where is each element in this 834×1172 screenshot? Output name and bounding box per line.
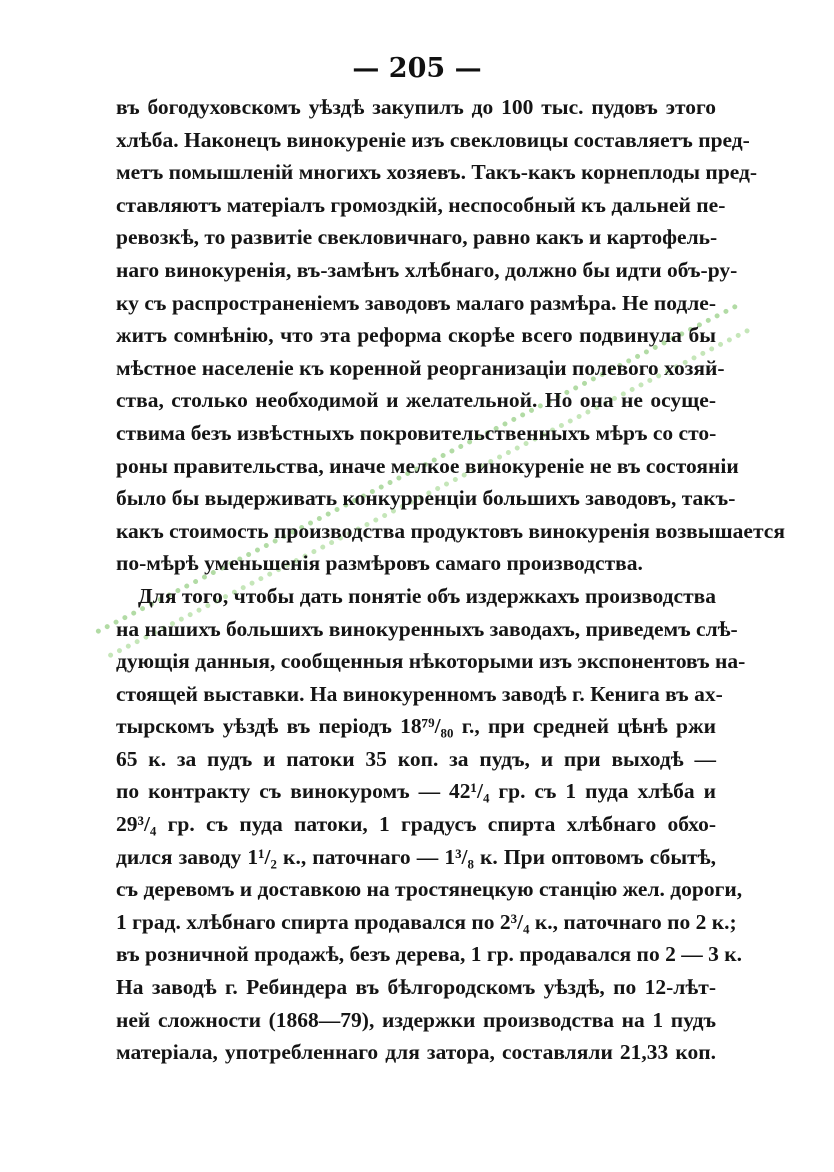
text-line: въ розничной продажѣ, безъ дерева, 1 гр. продавался по 2 — 3 к. [116,942,742,967]
text-line: 65 к. за пудъ и патоки 35 коп. за пудъ, и при выходѣ — [116,746,716,771]
paragraph-end-line: по-мѣрѣ уменьшенія размѣровъ самаго производства. [116,551,643,576]
text-line: было бы выдерживать конкурренціи большихъ заводовъ, такъ- [116,486,736,511]
text-line: наго винокуренія, въ-замѣнъ хлѣбнаго, должно бы идти объ-ру- [116,257,738,282]
text-line: ревозкѣ, то развитіе свекловичнаго, равно какъ и картофель- [116,225,718,250]
text-line: 29³/₄ гр. съ пуда патоки, 1 градусъ спирта хлѣбнаго обхо- [116,812,716,837]
text-line: дующія данныя, сообщенныя нѣкоторыми изъ экспонентовъ на- [116,649,746,674]
text-line: ства, столько необходимой и желательной. Но она не осуще- [116,388,716,413]
text-line: роны правительства, иначе мелкое винокуреніе не въ состояніи [116,453,739,478]
page-number: — 205 — [352,53,482,84]
text-line: ствима безъ извѣстныхъ покровительственныхъ мѣръ со сто- [116,420,717,445]
text-line: 1 град. хлѣбнаго спирта продавался по 2³/₄ к., паточнаго по 2 к.; [116,909,737,934]
text-line: матеріала, употребленнаго для затора, составляли 21,33 коп. [116,1040,716,1065]
text-line: на нашихъ большихъ винокуренныхъ заводахъ, приведемъ слѣ- [116,616,738,641]
body-text [116,91,785,1069]
text-line: хлѣба. Наконецъ винокуреніе изъ свекловицы составляетъ пред- [116,127,750,152]
text-line: мѣстное населеніе къ коренной реорганизаціи полевого хозяй- [116,355,725,380]
text-line: тырскомъ уѣздѣ въ періодъ 18⁷⁹/₈₀ г., при средней цѣнѣ ржи [116,714,716,739]
text-line: въ богодуховскомъ уѣздѣ закупилъ до 100 тыс. пудовъ этого [116,95,716,119]
text-line: ней сложности (1868—79), издержки производства на 1 пудъ [116,1007,716,1032]
text-line: дился заводу 1¹/₂ к., паточнаго — 1³/₈ к. При оптовомъ сбытѣ, [116,844,716,869]
text-line: ставляютъ матеріалъ громоздкій, неспособный къ дальней пе- [116,192,726,217]
text-line: по контракту съ винокуромъ — 42¹/₄ гр. съ 1 пуда хлѣба и [116,779,716,804]
text-line: съ деревомъ и доставкою на тростянецкую станцію жел. дороги, [116,877,743,902]
text-line: стоящей выставки. На винокуренномъ заводѣ г. Кенига въ ах- [116,681,723,706]
text-line: На заводѣ г. Ребиндера въ бѣлгородскомъ уѣздѣ, по 12-лѣт- [116,975,716,1000]
text-line: житъ сомнѣнію, что эта реформа скорѣе всего подвинула бы [116,323,716,348]
text-line: ку съ распространеніемъ заводовъ малаго размѣра. Не подле- [116,290,716,315]
paragraph-start-line: Для того, чтобы дать понятіе объ издержкахъ производства [138,583,716,608]
text-line: метъ помышленій многихъ хозяевъ. Такъ-какъ корнеплоды пред- [116,160,758,185]
text-line: какъ стоимость производства продуктовъ винокуренія возвышается [116,518,785,543]
